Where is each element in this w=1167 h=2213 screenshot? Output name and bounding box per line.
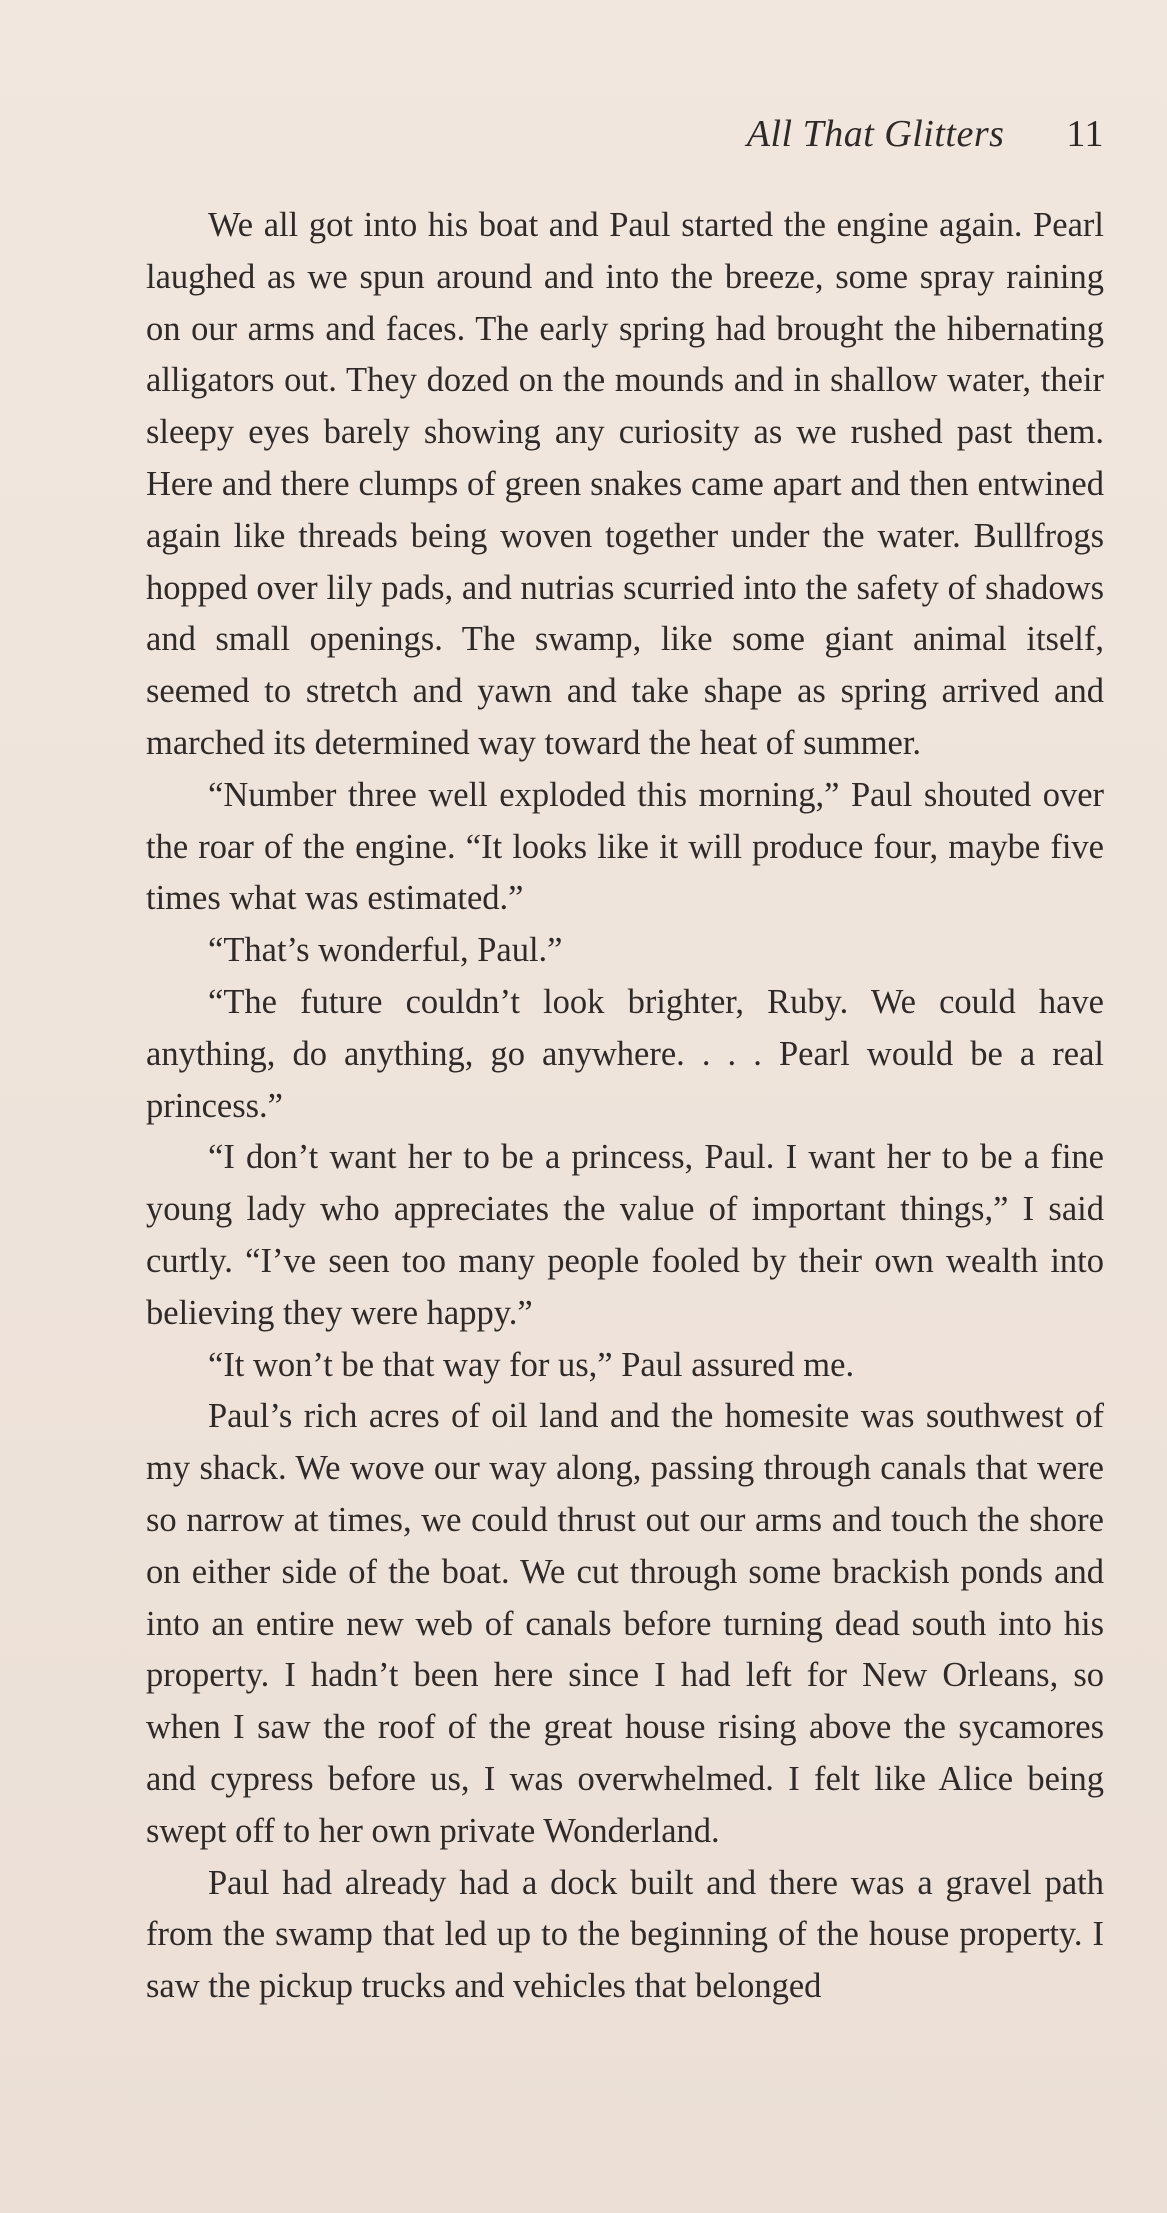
paragraph: “Number three well exploded this morning,” Paul shouted over the roar of the engine. “It looks like it will produce four, maybe five times what was estimated.” <box>146 775 1104 918</box>
running-head <box>146 108 1104 160</box>
running-head-title: All That Glitters <box>746 113 1005 155</box>
paragraph: “That’s wonderful, Paul.” <box>208 931 563 970</box>
paragraph: Paul had already had a dock built and there was a gravel path from the swamp that led up to the beginning of the house property. I saw the pickup trucks and vehicles that belonged <box>146 1863 1104 2006</box>
paragraph: “The future couldn’t look brighter, Ruby. We could have anything, do anything, go anywhere. . . . Pearl would be a real princess.” <box>146 982 1104 1125</box>
paragraph: “I don’t want her to be a princess, Paul. I want her to be a fine young lady who appreciates the value of important things,” I said curtly. “I’ve seen too many people fooled by their own wealth into believing they were happy.” <box>146 1138 1104 1332</box>
page-number: 11 <box>1066 113 1104 155</box>
body-text <box>146 200 1104 2013</box>
paragraph: “It won’t be that way for us,” Paul assured me. <box>208 1345 855 1384</box>
paragraph: We all got into his boat and Paul started the engine again. Pearl laughed as we spun around and into the breeze, some spray raining on our arms and faces. The early spring had brought the hibernating alligators out. They dozed on the mounds and in shallow water, their sleepy eyes barely showing any curiosity as we rushed past them. Here and there clumps of green snakes came apart and then entwined again like threads being woven together under the water. Bullfrogs hopped over lily pads, and nutrias scurried into the safety of shadows and small openings. The swamp, like some giant animal itself, seemed to stretch and yawn and take shape as spring arrived and marched its determined way toward the heat of summer. <box>146 206 1104 762</box>
paragraph: Paul’s rich acres of oil land and the homesite was southwest of my shack. We wove our way along, passing through canals that were so narrow at times, we could thrust out our arms and touch the shore on either side of the boat. We cut through some brackish ponds and into an entire new web of canals before turning dead south into his property. I hadn’t been here since I had left for New Orleans, so when I saw the roof of the great house rising above the sycamores and cypress before us, I was overwhelmed. I felt like Alice being swept off to her own private Wonderland. <box>146 1397 1104 1850</box>
